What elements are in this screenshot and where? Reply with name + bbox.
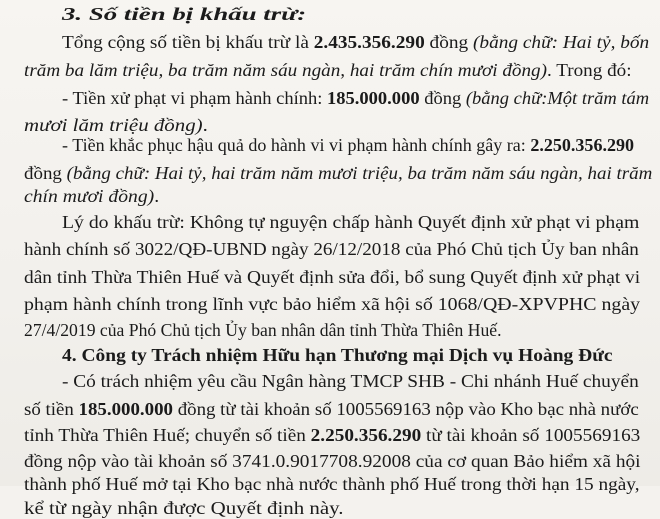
section-4-text-4: đồng nộp vào tài khoản số 3741.0.9017708.92008 của cơ quan Bảo hiểm xã hội <box>24 451 641 471</box>
section-4-line-4 <box>24 450 641 472</box>
section-4-text-6: kể từ ngày nhận được Quyết định này. <box>24 498 344 518</box>
reason-text-4: phạm hành chính trong lĩnh vực bảo hiểm xã hội số 1068/QĐ-XPVPHC ngày <box>24 294 641 314</box>
section-4-line-2 <box>24 398 639 420</box>
section-3-heading-text: 3. Số tiền bị khấu trừ: <box>62 4 307 24</box>
reason-text-5: 27/4/2019 của Phó Chủ tịch Ủy ban nhân dân tỉnh Thừa Thiên Huế. <box>24 320 502 340</box>
fine-amount: 185.000.000 <box>327 88 420 108</box>
remedy-line-2 <box>24 162 652 184</box>
section-4-text-2-lead: số tiền <box>24 399 79 419</box>
section-4-line-5 <box>24 473 640 495</box>
fine-amount-words: (bằng chữ:Một trăm tám <box>465 88 650 108</box>
reason-line-5 <box>24 319 502 341</box>
reason-line-2 <box>24 238 639 260</box>
section-4-heading <box>62 344 613 366</box>
reason-text-2: hành chính số 3022/QĐ-UBND ngày 26/12/2018 của Phó Chủ tịch Ủy ban nhân <box>24 239 639 259</box>
section-4-text-5: thành phố Huế mở tại Kho bạc nhà nước thành phố Huế trong thời hạn 15 ngày, <box>24 474 640 494</box>
reason-line-3 <box>24 266 640 288</box>
total-line-2 <box>24 59 632 81</box>
remedy-lead: - Tiền khắc phục hậu quả do hành vi vi phạm hành chính gây ra: <box>62 135 531 155</box>
fine-unit: đồng <box>419 88 466 108</box>
section-3-heading <box>62 3 306 25</box>
remedy-line-3 <box>24 185 159 207</box>
remedy-tail: . <box>154 186 160 206</box>
reason-line-4 <box>24 293 640 315</box>
section-4-text-1: - Có trách nhiệm yêu cầu Ngân hàng TMCP SHB - Chi nhánh Huế chuyển <box>62 371 639 391</box>
total-line-1 <box>62 31 649 53</box>
fine-tail: . <box>202 115 208 135</box>
total-amount: 2.435.356.290 <box>313 32 425 52</box>
reason-line-1 <box>62 211 639 233</box>
total-amount-words: (bằng chữ: Hai tỷ, bốn <box>472 32 650 52</box>
fine-line-1 <box>62 87 649 109</box>
total-tail: . Trong đó: <box>546 60 632 80</box>
section-4-line-6 <box>24 497 344 519</box>
remedy-unit: đồng <box>24 163 67 183</box>
remedy-amount: 2.250.356.290 <box>530 135 635 155</box>
reason-text-3: dân tỉnh Thừa Thiên Huế và Quyết định sửa đổi, bổ sung Quyết định xử phạt vi <box>24 267 641 287</box>
total-lead: Tổng cộng số tiền bị khấu trừ là <box>62 32 314 52</box>
remedy-amount-words-cont: chín mươi đồng) <box>24 186 155 206</box>
section-4-text-3-lead: tỉnh Thừa Thiên Huế; chuyển số tiền <box>24 425 311 445</box>
total-amount-words-cont: trăm ba lăm triệu, ba trăm năm sáu ngàn, hai trăm chín mươi đồng) <box>24 60 547 80</box>
section-4-amount-1: 185.000.000 <box>78 399 173 419</box>
remedy-amount-words: (bằng chữ: Hai tỷ, hai trăm năm mươi triệu, ba trăm năm sáu ngàn, hai trăm <box>66 163 653 183</box>
section-4-heading-text: 4. Công ty Trách nhiệm Hữu hạn Thương mại Dịch vụ Hoàng Đức <box>62 345 613 365</box>
fine-amount-words-cont: mươi lăm triệu đồng) <box>24 115 203 135</box>
section-4-line-1 <box>62 370 639 392</box>
section-4-amount-2: 2.250.356.290 <box>310 425 422 445</box>
fine-line-2 <box>24 114 208 136</box>
total-unit: đồng <box>424 32 473 52</box>
remedy-line-1 <box>62 134 634 156</box>
section-4-text-2-tail: đồng từ tài khoản số 1005569163 nộp vào Kho bạc nhà nước <box>172 399 639 419</box>
fine-lead: - Tiền xử phạt vi phạm hành chính: <box>62 88 328 108</box>
reason-text-1: Lý do khấu trừ: Không tự nguyện chấp hành Quyết định xử phạt vi phạm <box>62 212 640 232</box>
section-4-text-3-tail: từ tài khoản số 1005569163 <box>421 425 641 445</box>
section-4-line-3 <box>24 424 640 446</box>
